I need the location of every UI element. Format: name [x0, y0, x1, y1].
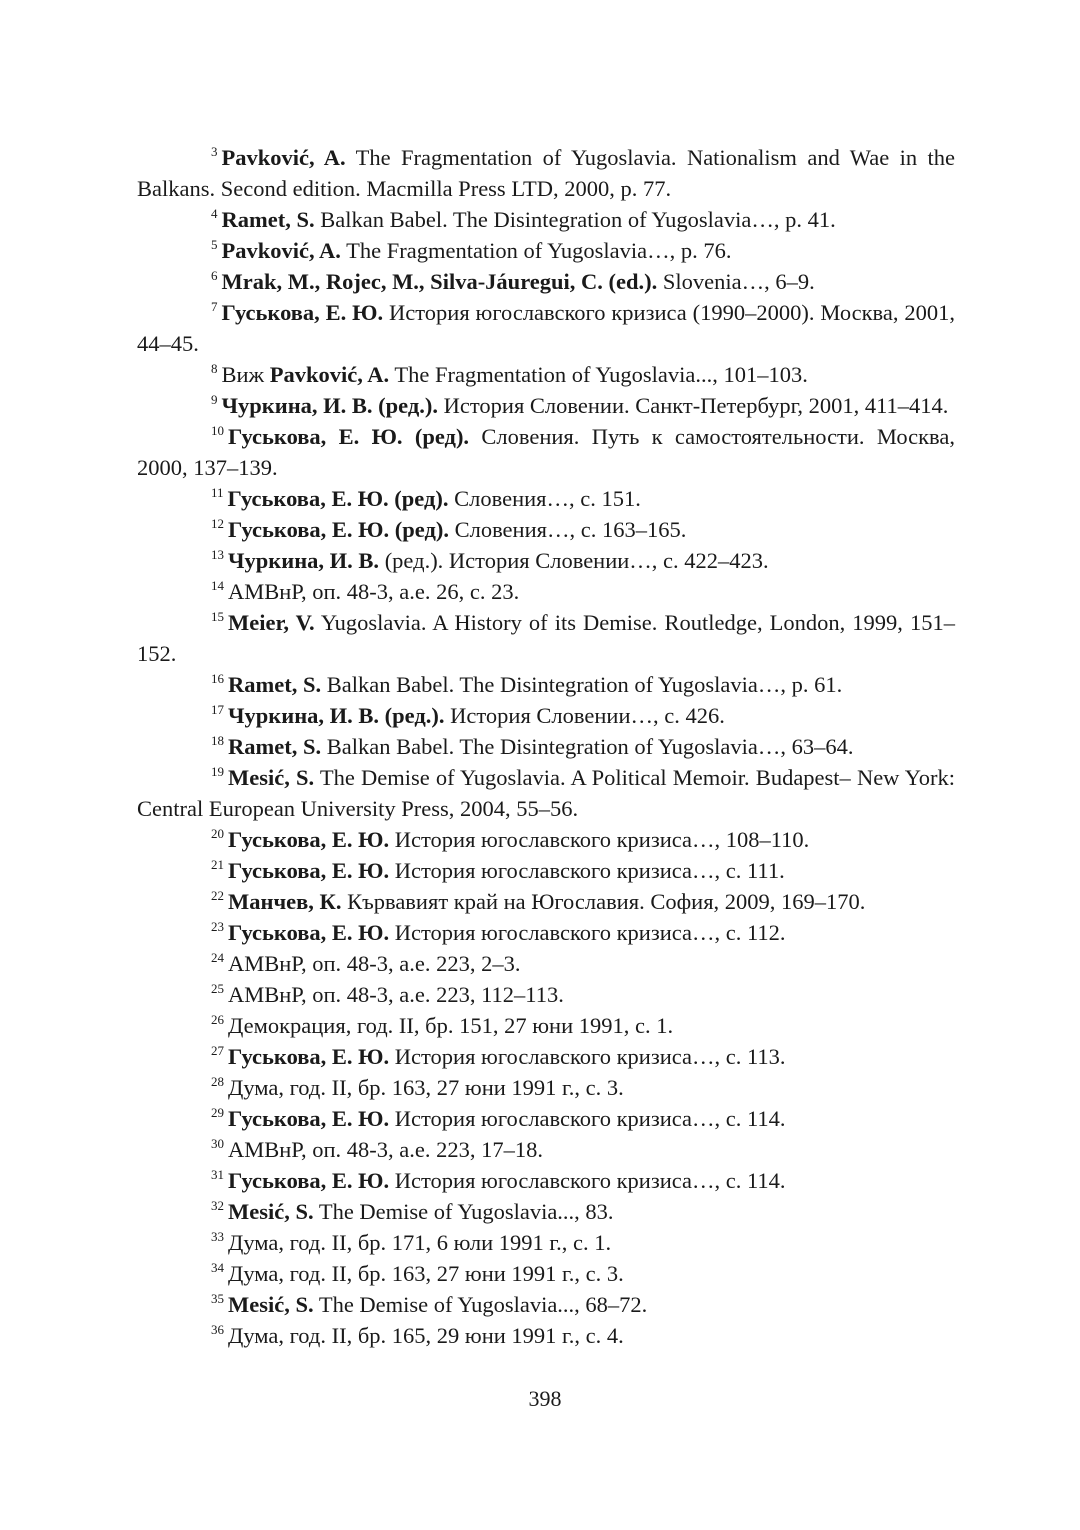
footnote-number: 25 [211, 980, 224, 996]
footnote-text: История Словении. Санкт-Петербург, 2001, 411–414. [438, 393, 949, 418]
page-number: 398 [528, 1386, 562, 1411]
footnote-6 [137, 266, 955, 297]
footnote-11 [137, 483, 955, 514]
footnote-text: Дума, год. II, бр. 163, 27 юни 1991 г., с. 3. [228, 1261, 624, 1286]
footnote-number: 19 [211, 763, 224, 779]
footnote-number: 4 [211, 205, 218, 221]
footnote-26 [137, 1010, 955, 1041]
footnote-author: Meier, V. [228, 610, 315, 635]
footnote-text: АМВнР, оп. 48-3, а.е. 223, 17–18. [228, 1137, 544, 1162]
footnote-text: История Словении…, с. 426. [444, 703, 725, 728]
footnote-25 [137, 979, 955, 1010]
footnote-number: 28 [211, 1073, 224, 1089]
footnote-12 [137, 514, 955, 545]
footnote-text: Словения. Путь к самостоятельности. Москва, 2000, 137–139. [137, 424, 955, 480]
footnote-text: Словения…, с. 163–165. [448, 517, 687, 542]
footnote-30 [137, 1134, 955, 1165]
footnote-author: Чуркина, И. В. (ред.). [221, 393, 438, 418]
footnote-author: Гуськова, Е. Ю. (ред). [227, 486, 449, 511]
footnote-number: 26 [211, 1011, 224, 1027]
footnote-32 [137, 1196, 955, 1227]
footnote-author: Mesić, S. [228, 1199, 314, 1224]
footnote-number: 20 [211, 825, 224, 841]
footnote-number: 31 [211, 1166, 224, 1182]
footnote-number: 35 [211, 1290, 224, 1306]
footnote-number: 24 [211, 949, 224, 965]
footnote-29 [137, 1103, 955, 1134]
footnote-14 [137, 576, 955, 607]
footnote-text: История югославского кризиса…, с. 112. [389, 920, 786, 945]
footnote-number: 29 [211, 1104, 224, 1120]
footnote-number: 10 [211, 422, 224, 438]
footnote-author: Mrak, M., Rojec, M., Silva-Jáuregui, C. (ed.). [221, 269, 658, 294]
footnote-number: 27 [211, 1042, 224, 1058]
footnote-text: История югославского кризиса (1990–2000). Москва, 2001, 44–45. [137, 300, 955, 356]
footnote-number: 3 [211, 143, 218, 159]
footnote-text: Кървавият край на Югославия. София, 2009, 169–170. [341, 889, 866, 914]
footnote-text: The Fragmentation of Yugoslavia…, p. 76. [340, 238, 732, 263]
footnote-28 [137, 1072, 955, 1103]
footnote-21 [137, 855, 955, 886]
footnote-text: The Demise of Yugoslavia..., 68–72. [313, 1292, 648, 1317]
footnote-7 [137, 297, 955, 359]
footnote-author: Ramet, S. [228, 734, 322, 759]
footnote-author: Чуркина, И. В. (ред.). [228, 703, 445, 728]
footnote-number: 9 [211, 391, 218, 407]
footnote-text: Slovenia…, 6–9. [657, 269, 815, 294]
footnote-number: 17 [211, 701, 224, 717]
footnote-number: 13 [211, 546, 224, 562]
footnote-text: The Fragmentation of Yugoslavia..., 101–103. [389, 362, 808, 387]
footnote-number: 5 [211, 236, 218, 252]
footnote-19 [137, 762, 955, 824]
footnote-text: Balkan Babel. The Disintegration of Yugoslavia…, 63–64. [321, 734, 854, 759]
footnote-author: Гуськова, Е. Ю. (ред). [228, 517, 449, 542]
footnote-author: Чуркина, И. В. [228, 548, 380, 573]
footnote-text: АМВнР, оп. 48-3, а.е. 223, 112–113. [228, 982, 564, 1007]
footnote-10 [137, 421, 955, 483]
footnote-16 [137, 669, 955, 700]
footnote-9 [137, 390, 955, 421]
footnote-number: 12 [211, 515, 224, 531]
footnote-text: История югославского кризиса…, 108–110. [389, 827, 810, 852]
footnote-number: 21 [211, 856, 224, 872]
footnote-number: 11 [211, 484, 224, 500]
footnote-text: История югославского кризиса…, с. 113. [389, 1044, 786, 1069]
footnote-author: Pavković, A. [269, 362, 390, 387]
footnote-text: Balkan Babel. The Disintegration of Yugoslavia…, p. 41. [314, 207, 836, 232]
footnote-author: Гуськова, Е. Ю. (ред). [228, 424, 470, 449]
footnote-author: Гуськова, Е. Ю. [228, 1044, 390, 1069]
footnote-3 [137, 142, 955, 204]
footnote-author: Mesić, S. [228, 765, 315, 790]
footnote-text: Словения…, с. 151. [448, 486, 641, 511]
footnote-text: The Demise of Yugoslavia..., 83. [313, 1199, 614, 1224]
footnote-20 [137, 824, 955, 855]
footnote-author: Mesić, S. [228, 1292, 314, 1317]
footnote-author: Pavković, A. [221, 238, 341, 263]
footnote-27 [137, 1041, 955, 1072]
footnote-24 [137, 948, 955, 979]
footnote-number: 32 [211, 1197, 224, 1213]
footnote-13 [137, 545, 955, 576]
footnote-text: The Fragmentation of Yugoslavia. Nationalism and Wae in the Balkans. Second edition. Macmilla Press LTD, 2000, p. 77. [137, 145, 955, 201]
footnote-text: АМВнР, оп. 48-3, а.е. 26, с. 23. [228, 579, 520, 604]
footnote-author: Манчев, К. [228, 889, 342, 914]
footnote-author: Гуськова, Е. Ю. [228, 920, 390, 945]
footnote-prefix: Виж [221, 362, 270, 387]
footnote-text: История югославского кризиса…, с. 114. [389, 1106, 786, 1131]
footnote-text: Yugoslavia. A History of its Demise. Routledge, London, 1999, 151–152. [137, 610, 955, 666]
footnote-text: Демокрация, год. II, бр. 151, 27 юни 1991, с. 1. [228, 1013, 674, 1038]
footnote-text: Дума, год. II, бр. 165, 29 юни 1991 г., с. 4. [228, 1323, 624, 1348]
footnote-text: Balkan Babel. The Disintegration of Yugoslavia…, p. 61. [321, 672, 843, 697]
footnote-15 [137, 607, 955, 669]
footnotes-list [137, 142, 955, 1351]
footnote-31 [137, 1165, 955, 1196]
footnote-author: Ramet, S. [221, 207, 315, 232]
footnote-5 [137, 235, 955, 266]
footnote-number: 30 [211, 1135, 224, 1151]
footnote-author: Гуськова, Е. Ю. [228, 1168, 390, 1193]
footnote-36 [137, 1320, 955, 1351]
footnote-text: История югославского кризиса…, с. 114. [389, 1168, 786, 1193]
footnote-text: АМВнР, оп. 48-3, а.е. 223, 2–3. [228, 951, 521, 976]
footnote-author: Pavković, A. [221, 145, 346, 170]
footnote-18 [137, 731, 955, 762]
footnote-22 [137, 886, 955, 917]
footnote-number: 14 [211, 577, 224, 593]
footnote-35 [137, 1289, 955, 1320]
footnote-number: 33 [211, 1228, 224, 1244]
footnote-number: 22 [211, 887, 224, 903]
footnote-number: 7 [211, 298, 218, 314]
footnote-author: Ramet, S. [228, 672, 322, 697]
footnote-author: Гуськова, Е. Ю. [228, 858, 390, 883]
footnote-number: 36 [211, 1321, 224, 1337]
footnote-4 [137, 204, 955, 235]
footnote-34 [137, 1258, 955, 1289]
footnote-23 [137, 917, 955, 948]
footnote-number: 23 [211, 918, 224, 934]
footnote-number: 34 [211, 1259, 224, 1275]
footnote-number: 18 [211, 732, 224, 748]
footnote-8 [137, 359, 955, 390]
footnote-number: 16 [211, 670, 224, 686]
footnote-number: 8 [211, 360, 218, 376]
footnote-text: Дума, год. II, бр. 171, 6 юли 1991 г., с. 1. [228, 1230, 612, 1255]
footnote-text: Дума, год. II, бр. 163, 27 юни 1991 г., с. 3. [228, 1075, 624, 1100]
footnote-text: (ред.). История Словении…, с. 422–423. [379, 548, 769, 573]
footnote-33 [137, 1227, 955, 1258]
footnote-author: Гуськова, Е. Ю. [228, 827, 390, 852]
footnote-17 [137, 700, 955, 731]
footnote-author: Гуськова, Е. Ю. [228, 1106, 390, 1131]
footnote-number: 15 [211, 608, 224, 624]
footnote-text: The Demise of Yugoslavia. A Political Memoir. Budapest– New York: Central European University Press, 2004, 55–56. [137, 765, 955, 821]
footnote-text: История югославского кризиса…, с. 111. [389, 858, 785, 883]
footnote-number: 6 [211, 267, 218, 283]
footnote-author: Гуськова, Е. Ю. [221, 300, 384, 325]
